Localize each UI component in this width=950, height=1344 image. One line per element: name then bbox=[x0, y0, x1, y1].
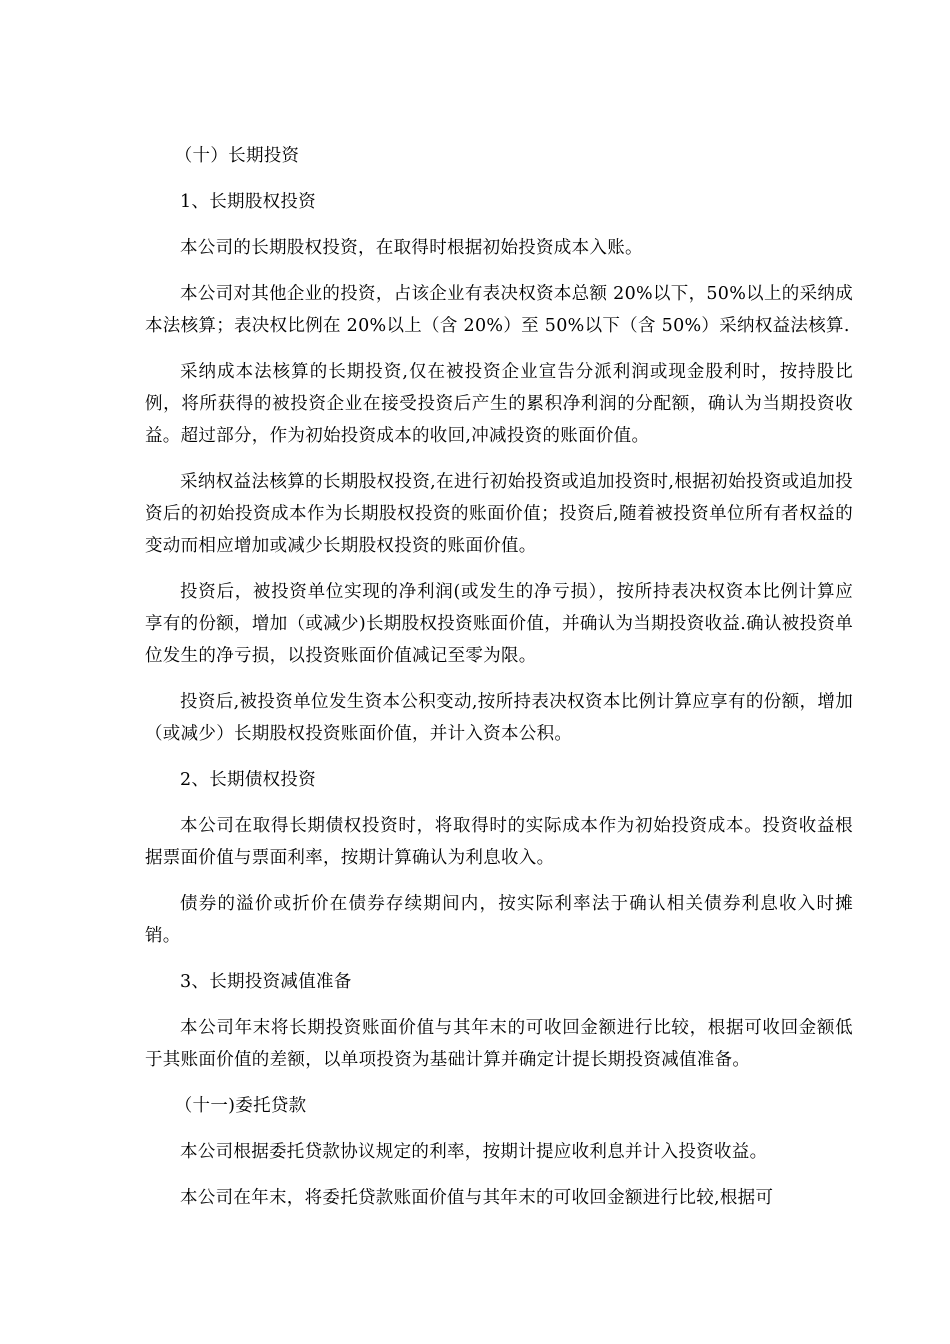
paragraph: 本公司在年末，将委托贷款账面价值与其年末的可收回金额进行比较,根据可 bbox=[180, 1188, 774, 1208]
document-page bbox=[145, 140, 853, 1228]
paragraph: 本公司对其他企业的投资，占该企业有表决权资本总额 20%以下，50%以上的采纳成本法核算；表决权比例在 20%以上（含 20%）至 50%以下（含 50%）采纳权益法核算. bbox=[145, 284, 853, 336]
section-heading-long-term-investment: （十）长期投资 bbox=[174, 146, 300, 166]
paragraph: 本公司年末将长期投资账面价值与其年末的可收回金额进行比较，根据可收回金额低于其账面价值的差额，以单项投资为基础计算并确定计提长期投资减值准备。 bbox=[145, 1018, 853, 1070]
paragraph: 采纳权益法核算的长期股权投资,在进行初始投资或追加投资时,根据初始投资或追加投资后的初始投资成本作为长期股权投资的账面价值；投资后,随着被投资单位所有者权益的变动而相应增加或减少长期股权投资的账面价值。 bbox=[145, 472, 853, 556]
paragraph: 本公司的长期股权投资，在取得时根据初始投资成本入账。 bbox=[180, 238, 643, 258]
paragraph: 债券的溢价或折价在债券存续期间内，按实际利率法于确认相关债券利息收入时摊销。 bbox=[145, 894, 853, 946]
subsection-heading-impairment: 3、长期投资减值准备 bbox=[180, 972, 352, 992]
paragraph: 本公司在取得长期债权投资时，将取得时的实际成本作为初始投资成本。投资收益根据票面价值与票面利率，按期计算确认为利息收入。 bbox=[145, 816, 853, 868]
paragraph: 投资后，被投资单位实现的净利润(或发生的净亏损），按所持表决权资本比例计算应享有的份额，增加（或减少)长期股权投资账面价值，并确认为当期投资收益.确认被投资单位发生的净亏损，以投资账面价值减记至零为限。 bbox=[145, 582, 853, 666]
subsection-heading-equity-investment: 1、长期股权投资 bbox=[180, 192, 317, 212]
paragraph: 投资后,被投资单位发生资本公积变动,按所持表决权资本比例计算应享有的份额，增加（或减少）长期股权投资账面价值，并计入资本公积。 bbox=[145, 692, 853, 744]
subsection-heading-debt-investment: 2、长期债权投资 bbox=[180, 770, 317, 790]
paragraph: 本公司根据委托贷款协议规定的利率，按期计提应收利息并计入投资收益。 bbox=[180, 1142, 768, 1162]
paragraph: 采纳成本法核算的长期投资,仅在被投资企业宣告分派利润或现金股利时，按持股比例，将所获得的被投资企业在接受投资后产生的累积净利润的分配额，确认为当期投资收益。超过部分，作为初始投资成本的收回,冲减投资的账面价值。 bbox=[145, 362, 853, 446]
section-heading-entrusted-loans: （十一)委托贷款 bbox=[174, 1096, 307, 1116]
